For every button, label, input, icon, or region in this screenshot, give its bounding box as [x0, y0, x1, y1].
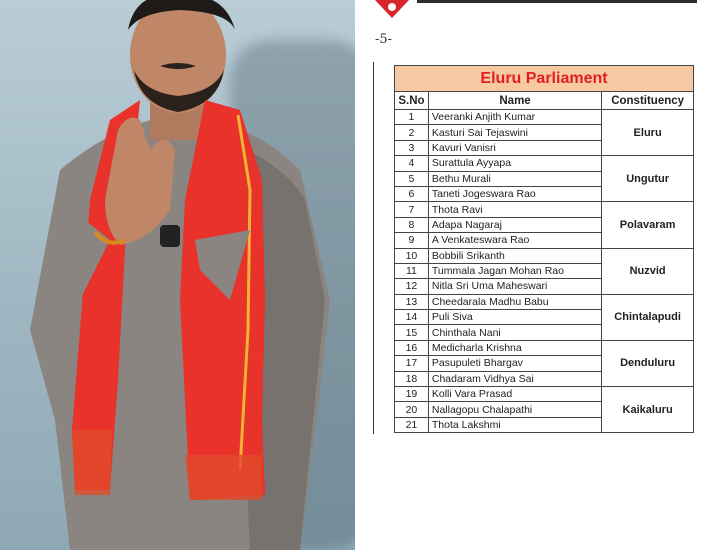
header-rule	[417, 0, 697, 3]
table-row	[395, 294, 694, 309]
margin-rule	[373, 62, 374, 434]
row-name: Veeranki Anjith Kumar	[428, 110, 601, 125]
header-sno: S.No	[395, 92, 429, 110]
row-sno: 18	[395, 371, 429, 386]
row-sno: 2	[395, 125, 429, 140]
table-body	[395, 110, 694, 433]
row-sno: 17	[395, 356, 429, 371]
row-name: Nitla Sri Uma Maheswari	[428, 279, 601, 294]
row-sno: 20	[395, 402, 429, 417]
row-sno: 8	[395, 217, 429, 232]
row-sno: 13	[395, 294, 429, 309]
wrist-watch	[160, 225, 180, 247]
row-sno: 5	[395, 171, 429, 186]
row-name: Tummala Jagan Mohan Rao	[428, 263, 601, 278]
row-sno: 7	[395, 202, 429, 217]
constituency-cell: Ungutur	[602, 156, 694, 202]
row-name: Taneti Jogeswara Rao	[428, 186, 601, 201]
row-name: Kasturi Sai Tejaswini	[428, 125, 601, 140]
row-name: Chadaram Vidhya Sai	[428, 371, 601, 386]
constituency-cell: Nuzvid	[602, 248, 694, 294]
row-sno: 4	[395, 156, 429, 171]
row-sno: 16	[395, 340, 429, 355]
row-name: Kolli Vara Prasad	[428, 387, 601, 402]
constituency-cell: Kaikaluru	[602, 387, 694, 433]
table-row	[395, 387, 694, 402]
table-row	[395, 340, 694, 355]
scarf-fringe-right	[185, 455, 262, 500]
row-sno: 14	[395, 310, 429, 325]
candidate-photo	[0, 0, 355, 550]
row-sno: 19	[395, 387, 429, 402]
row-name: Adapa Nagaraj	[428, 217, 601, 232]
table-row	[395, 110, 694, 125]
row-sno: 3	[395, 140, 429, 155]
row-sno: 9	[395, 233, 429, 248]
row-sno: 12	[395, 279, 429, 294]
table-header-row	[395, 92, 694, 110]
person-illustration	[0, 0, 355, 550]
candidate-list-document	[365, 0, 720, 550]
party-logo	[371, 0, 413, 22]
row-name: Cheedarala Madhu Babu	[428, 294, 601, 309]
row-name: Nallagopu Chalapathi	[428, 402, 601, 417]
row-sno: 10	[395, 248, 429, 263]
row-name: A Venkateswara Rao	[428, 233, 601, 248]
constituency-cell: Denduluru	[602, 340, 694, 386]
row-name: Chinthala Nani	[428, 325, 601, 340]
constituency-cell: Eluru	[602, 110, 694, 156]
table-row	[395, 156, 694, 171]
row-name: Medicharla Krishna	[428, 340, 601, 355]
row-sno: 21	[395, 417, 429, 432]
constituency-cell: Polavaram	[602, 202, 694, 248]
row-name: Bobbili Srikanth	[428, 248, 601, 263]
row-name: Pasupuleti Bhargav	[428, 356, 601, 371]
row-name: Thota Ravi	[428, 202, 601, 217]
table-title: Eluru Parliament	[395, 66, 694, 92]
candidate-table	[394, 65, 694, 433]
row-name: Kavuri Vanisri	[428, 140, 601, 155]
header-name: Name	[428, 92, 601, 110]
row-sno: 11	[395, 263, 429, 278]
row-name: Surattula Ayyapa	[428, 156, 601, 171]
table-title-row	[395, 66, 694, 92]
row-name: Puli Siva	[428, 310, 601, 325]
row-name: Thota Lakshmi	[428, 417, 601, 432]
row-name: Bethu Murali	[428, 171, 601, 186]
row-sno: 1	[395, 110, 429, 125]
scarf-fringe-left	[72, 430, 112, 495]
table-row	[395, 248, 694, 263]
constituency-cell: Chintalapudi	[602, 294, 694, 340]
row-sno: 6	[395, 186, 429, 201]
header-constituency: Constituency	[602, 92, 694, 110]
page-number: -5-	[375, 32, 393, 47]
row-sno: 15	[395, 325, 429, 340]
table-row	[395, 202, 694, 217]
